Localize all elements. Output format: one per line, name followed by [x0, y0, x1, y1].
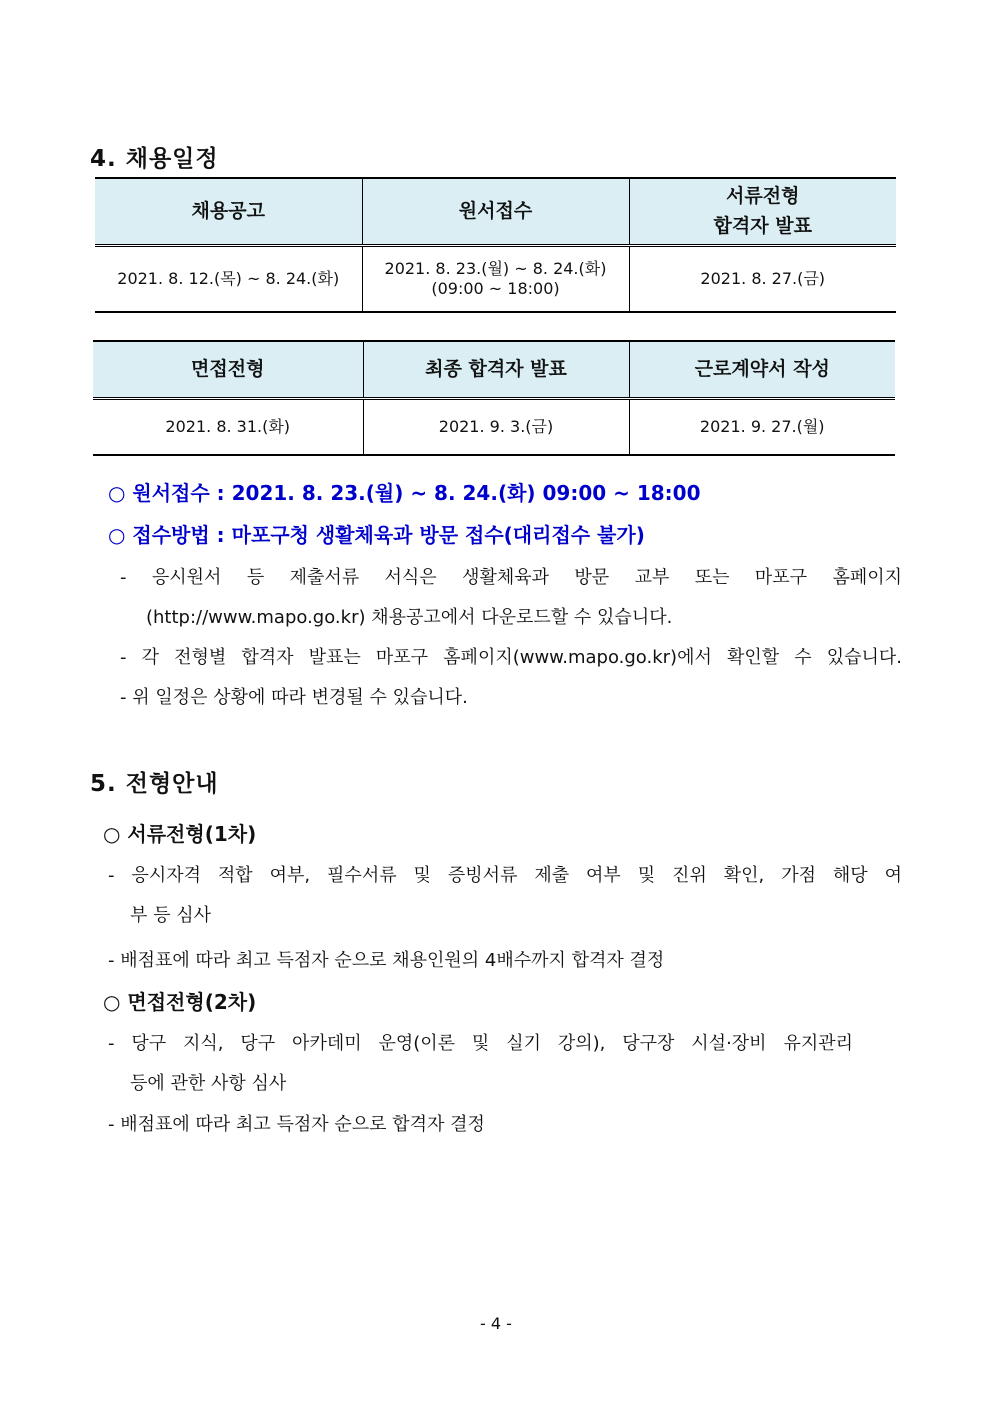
bullet-forms-line1: - 응시원서 등 제출서류 서식은 생활체육과 방문 교부 또는 마포구 홈페이지	[120, 567, 902, 588]
header-application: 원서접수	[362, 178, 629, 245]
doc-stage-item1-line1: - 응시자격 적합 여부, 필수서류 및 증빙서류 제출 여부 및 진위 확인, 가점 해당 여	[108, 865, 902, 886]
interview-stage-item1-line1: - 당구 지식, 당구 아카데미 운영(이론 및 실기 강의), 당구장 시설·장비 유지관리	[108, 1033, 853, 1054]
interview-stage-item2: - 배점표에 따라 최고 득점자 순으로 합격자 결정	[108, 1114, 485, 1135]
section-5-title: 5. 전형안내	[90, 771, 219, 797]
doc-stage-item1-line2: 부 등 심사	[130, 905, 211, 926]
section-4-title: 4. 채용일정	[90, 146, 219, 172]
page-number: - 4 -	[480, 1314, 512, 1333]
cell-final-result-date: 2021. 9. 3.(금)	[363, 398, 629, 455]
doc-stage-heading: ○ 서류전형(1차)	[103, 822, 257, 846]
interview-stage-item1-line2: 등에 관한 사항 심사	[130, 1073, 287, 1094]
bullet-result-notice: - 각 전형별 합격자 발표는 마포구 홈페이지(www.mapo.go.kr)에서 확인할 수 있습니다.	[120, 647, 902, 668]
header-recruit-notice: 채용공고	[95, 178, 362, 245]
cell-contract-date: 2021. 9. 27.(월)	[629, 398, 895, 455]
header-document-result: 서류전형 합격자 발표	[629, 178, 896, 245]
schedule-table-2	[93, 340, 895, 456]
bullet-schedule-change: - 위 일정은 상황에 따라 변경될 수 있습니다.	[120, 687, 468, 708]
header-final-result: 최종 합격자 발표	[363, 341, 629, 398]
cell-application-date: 2021. 8. 23.(월) ~ 8. 24.(화) (09:00 ~ 18:00)	[362, 245, 629, 312]
cell-recruit-notice-date: 2021. 8. 12.(목) ~ 8. 24.(화)	[95, 245, 362, 312]
doc-stage-item2: - 배점표에 따라 최고 득점자 순으로 채용인원의 4배수까지 합격자 결정	[108, 950, 665, 971]
notice-method: ○ 접수방법 : 마포구청 생활체육과 방문 접수(대리접수 불가)	[108, 523, 645, 547]
notice-application: ○ 원서접수 : 2021. 8. 23.(월) ~ 8. 24.(화) 09:00 ~ 18:00	[108, 481, 701, 505]
header-interview: 면접전형	[93, 341, 363, 398]
schedule-table-1	[95, 177, 896, 313]
bullet-forms-line2: (http://www.mapo.go.kr) 채용공고에서 다운로드할 수 있습니다.	[146, 607, 673, 628]
cell-document-result-date: 2021. 8. 27.(금)	[629, 245, 896, 312]
header-contract: 근로계약서 작성	[629, 341, 895, 398]
cell-interview-date: 2021. 8. 31.(화)	[93, 398, 363, 455]
interview-stage-heading: ○ 면접전형(2차)	[103, 990, 257, 1014]
